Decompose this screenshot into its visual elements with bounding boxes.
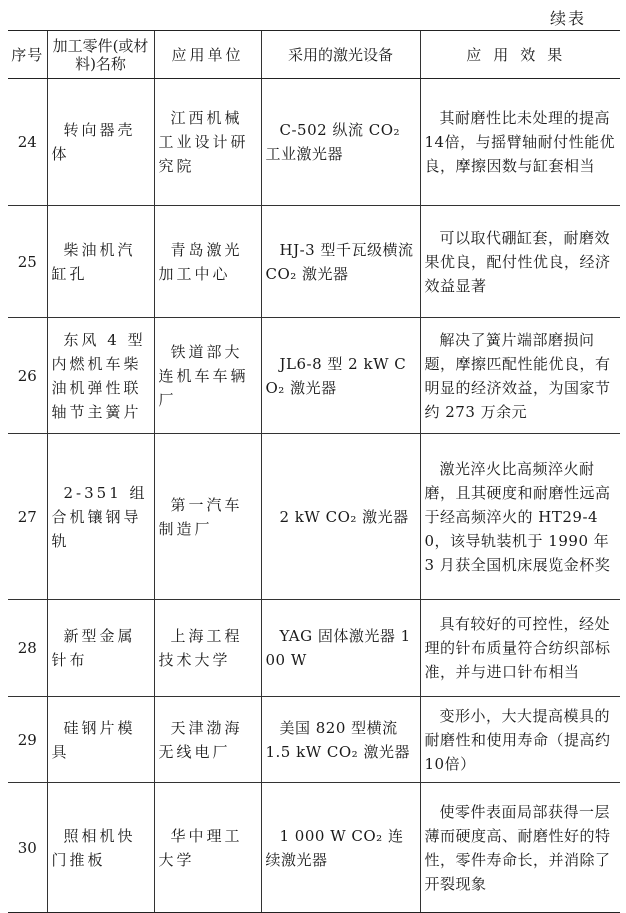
cell-part: 柴油机汽缸孔 — [47, 206, 154, 318]
cell-equipment: 1 000 W CO₂ 连续激光器 — [261, 783, 420, 913]
cell-no: 30 — [8, 783, 47, 913]
table-header-row — [8, 31, 620, 79]
cell-unit: 第一汽车制造厂 — [154, 434, 261, 600]
cell-effect: 解决了簧片端部磨损问题，摩擦匹配性能优良，有明显的经济效益，为国家节约 273 万余元 — [420, 318, 620, 434]
cell-no: 25 — [8, 206, 47, 318]
table-row — [8, 697, 620, 783]
cell-no: 29 — [8, 697, 47, 783]
cell-part: 2-351 组合机镶钢导轨 — [47, 434, 154, 600]
cell-part: 硅钢片模具 — [47, 697, 154, 783]
cell-equipment: 2 kW CO₂ 激光器 — [261, 434, 420, 600]
laser-application-table — [8, 30, 620, 913]
cell-part: 新型金属针布 — [47, 600, 154, 697]
cell-effect: 其耐磨性比未处理的提高14倍，与摇臂轴耐付性能优良，摩擦因数与缸套相当 — [420, 79, 620, 206]
cell-part: 照相机快门推板 — [47, 783, 154, 913]
cell-effect: 变形小，大大提高模具的耐磨性和使用寿命（提高约10倍） — [420, 697, 620, 783]
continued-label: 续表 — [549, 9, 586, 28]
header-unit: 应用单位 — [154, 31, 261, 79]
cell-no: 24 — [8, 79, 47, 206]
header-part: 加工零件(或材料)名称 — [47, 31, 154, 79]
cell-unit: 华中理工大学 — [154, 783, 261, 913]
cell-equipment: JL6-8 型 2 kW CO₂ 激光器 — [261, 318, 420, 434]
cell-no: 28 — [8, 600, 47, 697]
cell-unit: 江西机械工业设计研究院 — [154, 79, 261, 206]
cell-equipment: HJ-3 型千瓦级横流 CO₂ 激光器 — [261, 206, 420, 318]
cell-part: 转向器壳体 — [47, 79, 154, 206]
header-equipment: 采用的激光设备 — [261, 31, 420, 79]
cell-unit: 上海工程技术大学 — [154, 600, 261, 697]
cell-unit: 天津渤海无线电厂 — [154, 697, 261, 783]
cell-effect: 使零件表面局部获得一层薄而硬度高、耐磨性好的特性，零件寿命长，并消除了开裂现象 — [420, 783, 620, 913]
cell-unit: 青岛激光加工中心 — [154, 206, 261, 318]
cell-no: 26 — [8, 318, 47, 434]
cell-equipment: YAG 固体激光器 100 W — [261, 600, 420, 697]
cell-equipment: C-502 纵流 CO₂ 工业激光器 — [261, 79, 420, 206]
cell-unit: 铁道部大连机车车辆厂 — [154, 318, 261, 434]
cell-equipment: 美国 820 型横流 1.5 kW CO₂ 激光器 — [261, 697, 420, 783]
cell-effect: 具有较好的可控性，经处理的针布质量符合纺织部标准，并与进口针布相当 — [420, 600, 620, 697]
cell-part: 东风 4 型内燃机车柴油机弹性联轴节主簧片 — [47, 318, 154, 434]
cell-effect: 可以取代硼缸套，耐磨效果优良，配付性优良，经济效益显著 — [420, 206, 620, 318]
header-effect: 应用效果 — [420, 31, 620, 79]
table-row — [8, 434, 620, 600]
table-row — [8, 600, 620, 697]
cell-no: 27 — [8, 434, 47, 600]
table-row — [8, 318, 620, 434]
cell-effect: 激光淬火比高频淬火耐磨，且其硬度和耐磨性远高于经高频淬火的 HT29-40，该导轨装机于 1990 年 3 月获全国机床展览金杯奖 — [420, 434, 620, 600]
header-no: 序号 — [8, 31, 47, 79]
table-row — [8, 206, 620, 318]
table-row — [8, 783, 620, 913]
table-row — [8, 79, 620, 206]
